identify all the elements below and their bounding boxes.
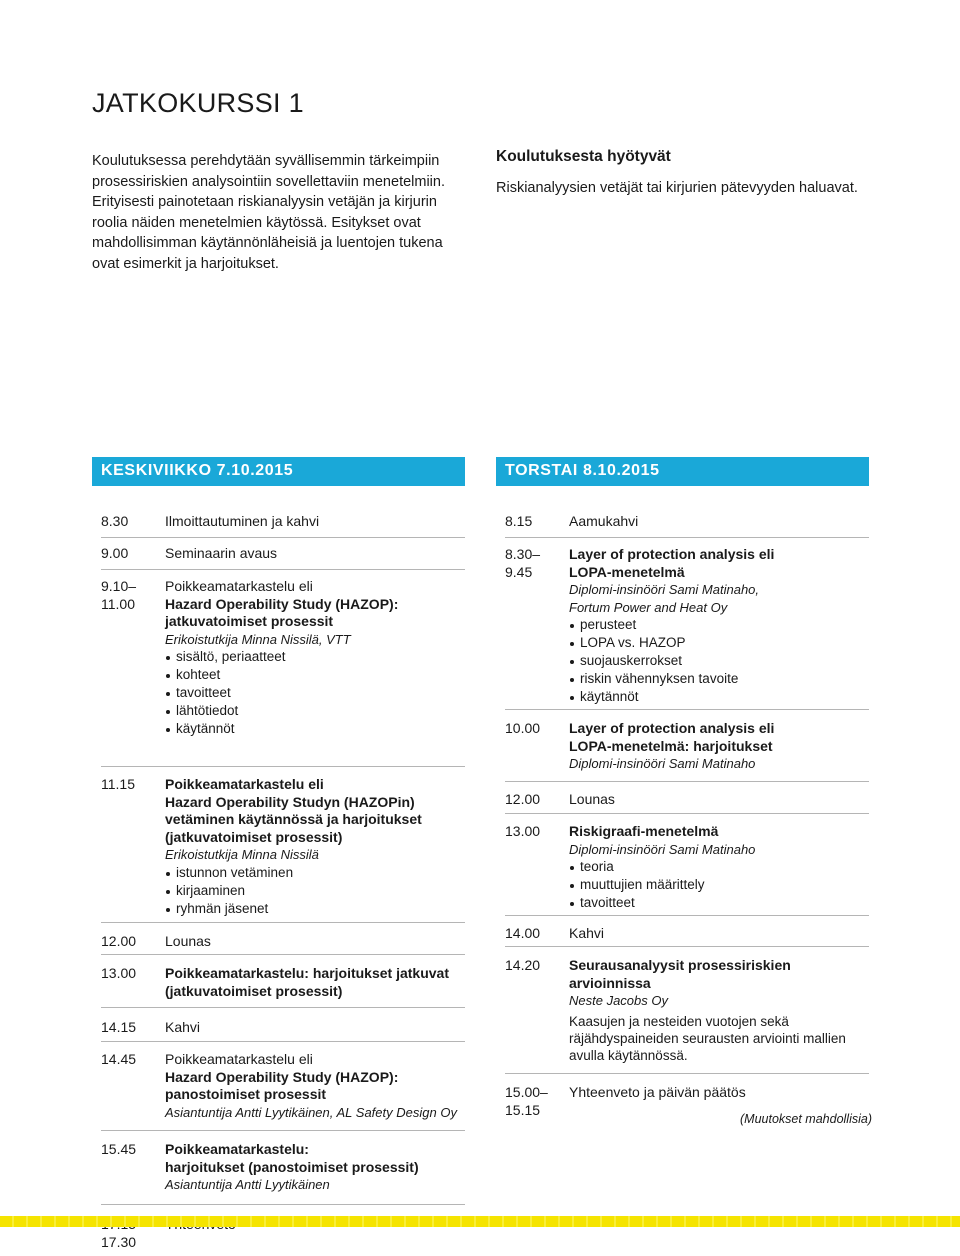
item-speaker: Asiantuntija Antti Lyytikäinen xyxy=(165,1177,330,1193)
schedule-item xyxy=(101,965,465,1008)
item-speaker: Diplomi-insinööri Sami Matinaho xyxy=(569,841,756,857)
schedule-item xyxy=(101,776,465,923)
bullet-list xyxy=(569,616,869,705)
schedule-item xyxy=(101,1051,465,1131)
bullet-item: tavoitteet xyxy=(569,894,869,912)
item-time: 8.15 xyxy=(505,513,533,529)
bullet-item: muuttujien määrittely xyxy=(569,876,869,894)
item-title: Aamukahvi xyxy=(569,513,639,529)
item-title: Yhteenveto ja päivän päätös xyxy=(569,1084,746,1100)
item-time: 10.00 xyxy=(505,720,541,736)
schedule-item xyxy=(101,1141,465,1205)
bullet-item: istunnon vetäminen xyxy=(165,864,465,882)
intro-paragraph: Koulutuksessa perehdytään syvällisemmin tärkeimpiin prosessiriskien analysointiin sovellettaviin menetelmiin. Erityisesti painotetaan riskianalyysin vetäjän ja kirjurin roolia näiden menetelmien käytössä. Esitykset ovat mahdollisimman käytännönläheisiä ja luentojen tukena ovat esimerkit ja harjoitukset. xyxy=(92,153,445,272)
schedule-item xyxy=(101,578,465,767)
item-title: Riskigraafi-menetelmä xyxy=(569,823,719,839)
schedule-item xyxy=(505,925,869,947)
item-title: Layer of protection analysis eli LOPA-menetelmä: harjoitukset xyxy=(569,720,775,754)
item-speaker: Diplomi-insinööri Sami Matinaho, Fortum Power and Heat Oy xyxy=(569,582,760,615)
item-time: 14.20 xyxy=(505,957,541,973)
schedule-item xyxy=(505,720,869,782)
item-description: Kaasujen ja nesteiden vuotojen sekä räjähdyspaineiden seurausten arviointi mallien avulla käytännössä. xyxy=(569,1013,846,1063)
schedule-item xyxy=(505,513,869,538)
item-speaker: Asiantuntija Antti Lyytikäinen, AL Safety Design Oy xyxy=(165,1104,457,1120)
item-time: 8.30– 9.45 xyxy=(505,546,541,580)
item-title: Poikkeamatarkastelu: harjoitukset (panostoimiset prosessit) xyxy=(165,1141,419,1175)
item-time: 9.00 xyxy=(101,545,129,561)
day1-heading: KESKIVIIKKO 7.10.2015 xyxy=(92,457,465,486)
item-time: 9.10– 11.00 xyxy=(101,578,137,612)
item-time: 14.45 xyxy=(101,1051,137,1067)
bullet-item: riskin vähennyksen tavoite xyxy=(569,670,869,688)
page-title: JATKOKURSSI 1 xyxy=(92,88,304,118)
day1-schedule xyxy=(101,513,465,1256)
bullet-item: lähtötiedot xyxy=(165,702,465,720)
bullet-list xyxy=(165,864,465,917)
item-title-prefix: Poikkeamatarkastelu eli xyxy=(165,578,313,594)
item-time: 15.00– 15.15 xyxy=(505,1084,548,1118)
schedule-item xyxy=(101,1019,465,1042)
item-title: Hazard Operability Study (HAZOP): panostoimiset prosessit xyxy=(165,1068,399,1103)
item-speaker: Neste Jacobs Oy xyxy=(569,993,668,1009)
schedule-item xyxy=(101,513,465,538)
item-time: 8.30 xyxy=(101,513,129,529)
schedule-item xyxy=(101,933,465,955)
bullet-item: sisältö, periaatteet xyxy=(165,648,465,666)
schedule-item xyxy=(505,791,869,814)
bullet-item: teoria xyxy=(569,858,869,876)
bullet-item: kirjaaminen xyxy=(165,882,465,900)
schedule-item xyxy=(505,957,869,1074)
item-time: 12.00 xyxy=(505,791,541,807)
item-speaker: Erikoistutkija Minna Nissilä xyxy=(165,847,319,863)
item-title: Ilmoittautuminen ja kahvi xyxy=(165,513,320,529)
item-title-prefix: Poikkeamatarkastelu eli xyxy=(165,1051,313,1067)
item-title: Seminaarin avaus xyxy=(165,545,278,561)
schedule-item xyxy=(505,823,869,916)
schedule-item xyxy=(101,545,465,570)
item-title: Hazard Operability Study (HAZOP): jatkuvatoimiset prosessit xyxy=(165,595,399,630)
item-title: Poikkeamatarkastelu: harjoitukset jatkuvat (jatkuvatoimiset prosessit) xyxy=(165,965,450,999)
benefits-text: Riskianalyysien vetäjät tai kirjurien pätevyyden haluavat. xyxy=(496,180,858,196)
item-time: 14.15 xyxy=(101,1019,137,1035)
day2-schedule xyxy=(505,513,869,1124)
bullet-item: tavoitteet xyxy=(165,684,465,702)
bullet-item: kohteet xyxy=(165,666,465,684)
day2-heading: TORSTAI 8.10.2015 xyxy=(496,457,869,486)
benefits-heading: Koulutuksesta hyötyvät xyxy=(496,148,671,165)
item-title: Layer of protection analysis eli LOPA-menetelmä xyxy=(569,546,775,580)
bullet-list xyxy=(165,648,465,737)
bullet-item: käytännöt xyxy=(569,688,869,706)
item-title: Seurausanalyysit prosessiriskien arvioinnissa xyxy=(569,957,791,991)
bullet-list xyxy=(569,858,869,911)
item-title: Kahvi xyxy=(165,1019,201,1035)
bullet-item: käytännöt xyxy=(165,720,465,738)
footer-stripe xyxy=(0,1216,960,1227)
item-time: 13.00 xyxy=(101,965,137,981)
item-title: Kahvi xyxy=(569,925,605,941)
item-time: 13.00 xyxy=(505,823,541,839)
item-time: 15.45 xyxy=(101,1141,137,1157)
schedule-item xyxy=(505,546,869,710)
changes-note: (Muutokset mahdollisia) xyxy=(740,1112,872,1126)
bullet-item: perusteet xyxy=(569,616,869,634)
item-time: 11.15 xyxy=(101,776,135,792)
item-time: 14.00 xyxy=(505,925,541,941)
item-time: 17.30 xyxy=(101,1233,137,1250)
bullet-item: ryhmän jäsenet xyxy=(165,900,465,918)
item-speaker: Diplomi-insinööri Sami Matinaho xyxy=(569,756,756,772)
item-title: Lounas xyxy=(569,791,615,807)
item-time: 12.00 xyxy=(101,933,137,949)
item-title: Lounas xyxy=(165,933,211,949)
bullet-item: suojauskerrokset xyxy=(569,652,869,670)
bullet-item: LOPA vs. HAZOP xyxy=(569,634,869,652)
item-speaker: Erikoistutkija Minna Nissilä, VTT xyxy=(165,631,351,647)
item-title: Poikkeamatarkastelu eli Hazard Operability Studyn (HAZOPin) vetäminen käytännössä ja harjoitukset (jatkuvatoimiset prosessit) xyxy=(165,776,422,845)
